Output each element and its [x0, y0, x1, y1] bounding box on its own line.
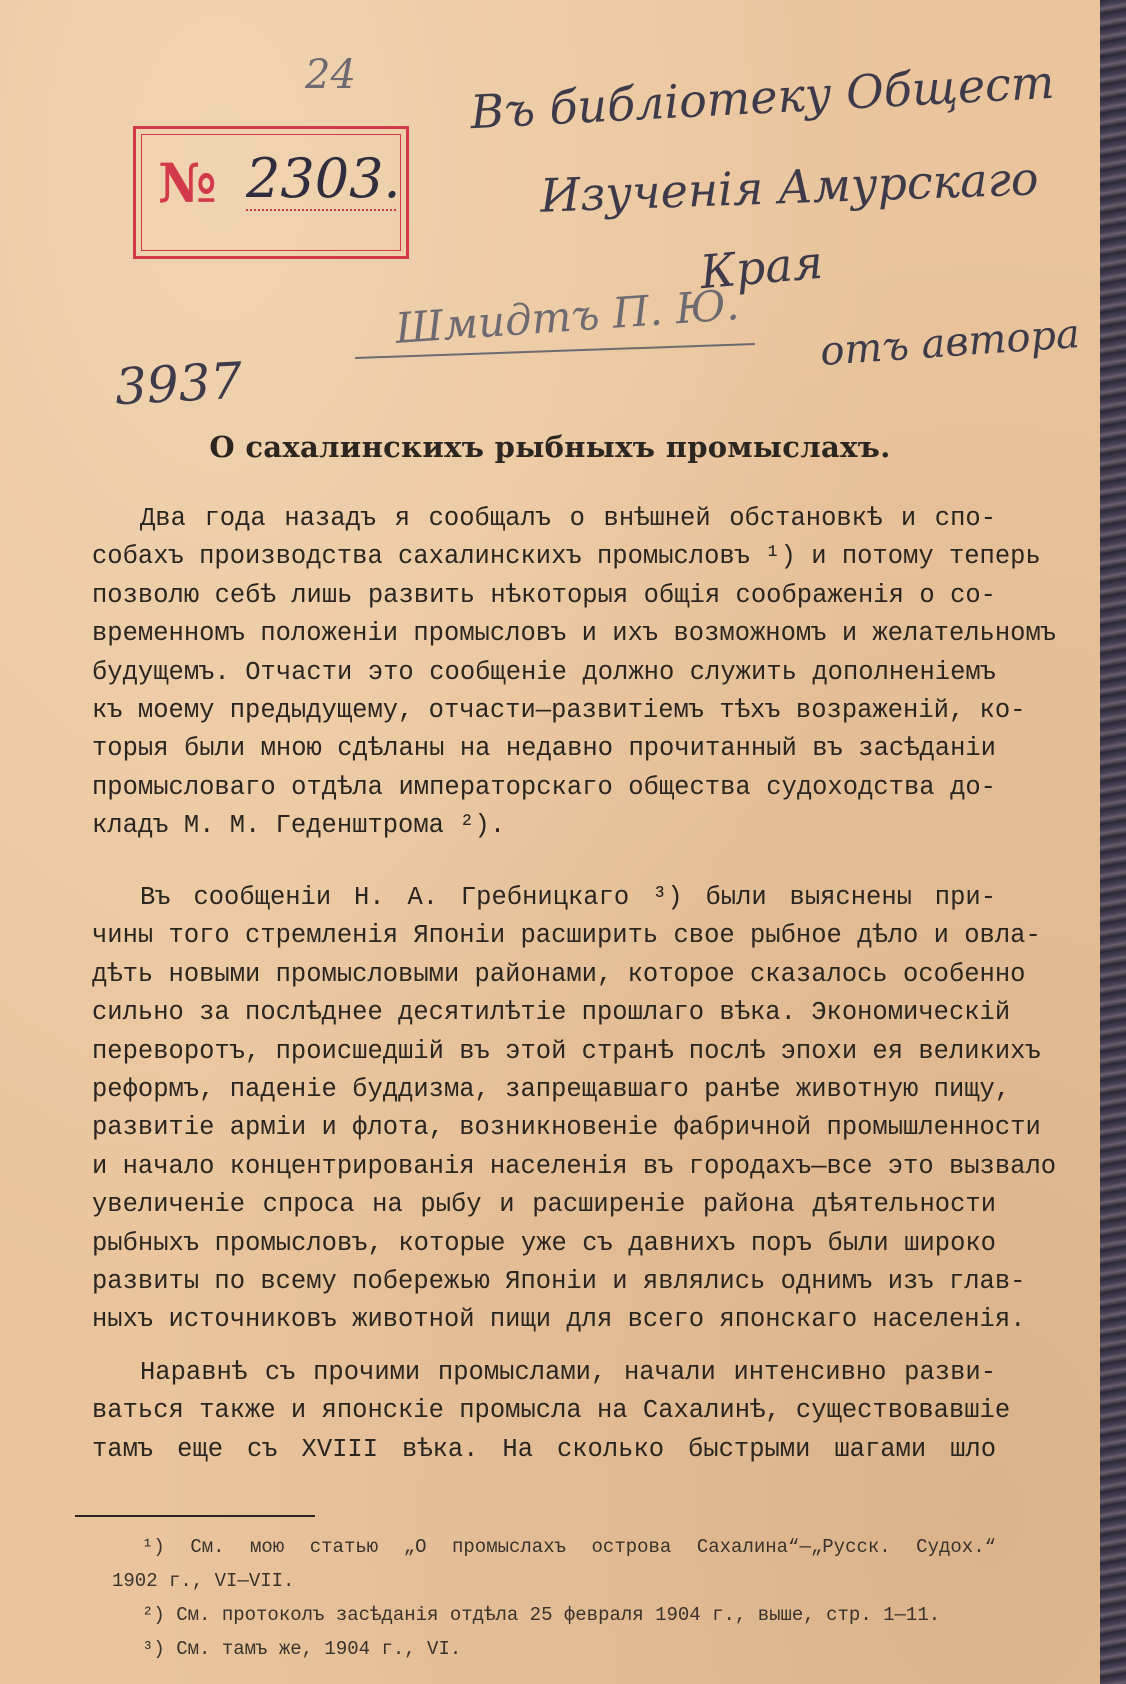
text-line: переворотъ, происшедшій въ этой странѣ послѣ эпохи ея великихъ — [92, 1036, 1041, 1066]
text-line: и начало концентрированія населенія въ городахъ—все это вызвало — [92, 1151, 1057, 1181]
text-line: сильно за послѣднее десятилѣтіе прошлаго вѣка. Экономическій — [92, 998, 1011, 1028]
text-line: кладъ М. М. Геденштрома ²). — [92, 811, 506, 841]
text-line: дѣть новыми промысловыми районами, которое сказалось особенно — [92, 959, 1026, 989]
text-line: развиты по всему побережью Японіи и являлись однимъ изъ глав- — [92, 1266, 1026, 1296]
author-name: Шмидтъ П. Ю. — [393, 280, 741, 353]
stamp-number: 2303. — [246, 147, 401, 210]
paragraph-1 — [92, 500, 1057, 846]
inventory-number: 3937 — [113, 351, 244, 417]
text-line: Въ сообщеніи Н. А. Гребницкаго ³) были выяснены при- — [140, 883, 996, 912]
paragraph-2 — [92, 879, 1057, 1340]
stamp-dotted-line — [246, 209, 396, 211]
text-line: Два года назадъ я сообщалъ о внѣшней обстановкѣ и спо- — [140, 504, 996, 533]
text-line: ныхъ источниковъ животной пищи для всего японскаго населенія. — [92, 1305, 1026, 1335]
text-line: позволю себѣ лишь развить нѣкоторыя общія соображенія о со- — [92, 580, 996, 610]
text-line: развитіе арміи и флота, возникновеніе фабричной промышленности — [92, 1113, 1041, 1143]
footnote-3: ³) См. тамъ же, 1904 г., VI. — [142, 1638, 462, 1660]
footnote-1-cont: 1902 г., VI—VII. — [112, 1570, 295, 1592]
footnote-2: ²) См. протоколъ засѣданія отдѣла 25 февраля 1904 г., выше, стр. 1—11. — [142, 1604, 941, 1626]
text-line: временномъ положеніи промысловъ и ихъ возможномъ и желательномъ — [92, 619, 1057, 649]
text-line: къ моему предыдущему, отчасти—развитіемъ тѣхъ возраженій, ко- — [92, 695, 1026, 725]
footnote-rule — [75, 1515, 315, 1517]
text-line: Наравнѣ съ прочими промыслами, начали интенсивно разви- — [140, 1358, 996, 1387]
text-line: будущемъ. Отчасти это сообщеніе должно служить дополненіемъ — [92, 657, 996, 687]
inscription-line-4: отъ автора — [818, 310, 1082, 376]
stamp-number-sign: № — [158, 151, 215, 215]
text-line: чины того стремленія Японіи расширить свое рыбное дѣло и овла- — [92, 921, 1041, 951]
article-title: О сахалинскихъ рыбныхъ промыслахъ. — [209, 430, 891, 464]
text-line: реформъ, паденіе буддизма, запрещавшаго ранѣе животную пищу, — [92, 1074, 1011, 1104]
text-line: рыбныхъ промысловъ, которые уже съ давнихъ поръ были широко — [92, 1228, 996, 1258]
paragraph-3 — [92, 1354, 1011, 1469]
footnotes — [112, 1530, 996, 1666]
inscription-line-3: Края — [697, 234, 826, 300]
text-line: промысловаго отдѣла императорскаго общества судоходства до- — [92, 772, 996, 802]
text-line: собахъ производства сахалинскихъ промысловъ ¹) и потому теперь — [92, 542, 1041, 572]
text-line: увеличеніе спроса на рыбу и расширеніе района дѣятельности — [92, 1190, 996, 1220]
inscription-line-2: Изученія Амурскаго — [539, 151, 1040, 223]
page-number: 24 — [305, 52, 356, 98]
library-stamp — [133, 126, 409, 259]
book-spine — [1100, 0, 1126, 1684]
text-line: ваться также и японскіе промысла на Сахалинѣ, существовавшіе — [92, 1396, 1011, 1426]
text-line: торыя были мною сдѣланы на недавно прочитанный въ засѣданіи — [92, 734, 996, 764]
inscription-line-1: Въ библіотеку Общест — [468, 54, 1056, 140]
footnote-1: ¹) См. мою статью „О промыслахъ острова Сахалина“—„Русск. Судох.“ — [142, 1536, 996, 1558]
text-line: тамъ еще съ XVIII вѣка. На сколько быстрыми шагами шло — [92, 1434, 996, 1464]
